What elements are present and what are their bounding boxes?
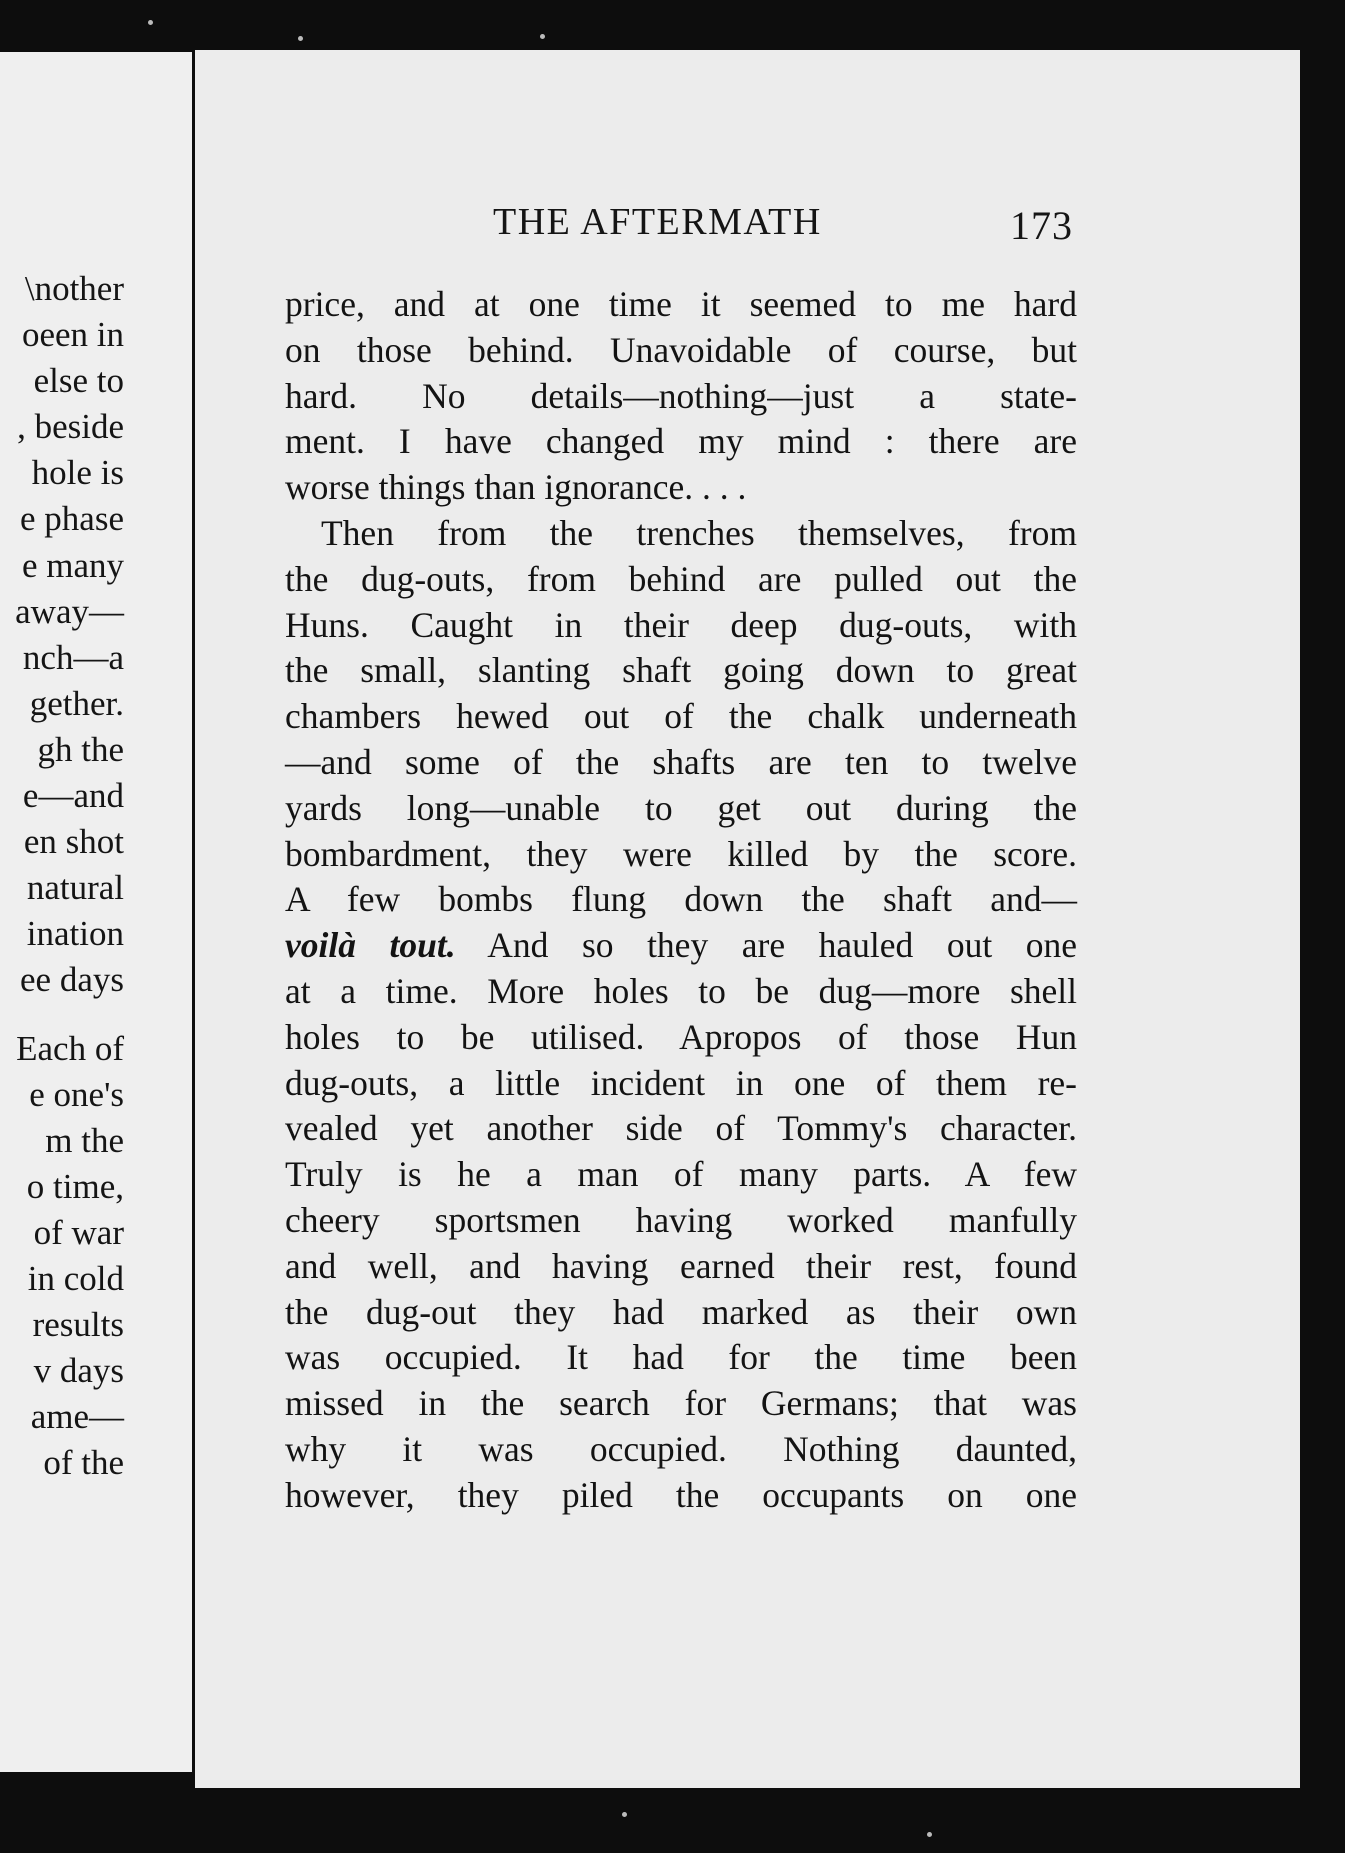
running-head [195,200,1300,250]
dust-speck [298,36,303,41]
body-line: on those behind. Unavoidable of course, but [285,329,1077,370]
body-line: vealed yet another side of Tommy's character. [285,1108,1077,1149]
right-page [195,50,1300,1788]
body-line: the dug-outs, from behind are pulled out the [285,558,1077,599]
left-line: ame— [30,1397,124,1437]
running-title: THE AFTERMATH [493,201,822,243]
left-line: \nother [24,269,124,308]
left-line: ee days [20,960,124,1000]
left-line: in cold [27,1258,124,1298]
left-line: m the [45,1120,124,1160]
left-page-fragment [0,52,192,1772]
body-line-mixed [285,923,1077,969]
left-line: Each of [16,1028,124,1068]
body-line: hard. No details—nothing—just a state- [285,375,1077,416]
left-line: v days [33,1351,124,1391]
left-line: natural [26,868,124,908]
body-line: Truly is he a man of many parts. A few [285,1154,1077,1195]
left-line: of the [43,1443,124,1483]
left-line: gh the [37,729,124,769]
body-line: the dug-out they had marked as their own [285,1291,1077,1332]
body-line: why it was occupied. Nothing daunted, [285,1428,1077,1469]
body-line: however, they piled the occupants on one [285,1474,1077,1515]
body-line: cheery sportsmen having worked manfully [285,1199,1077,1240]
left-line: results [32,1305,124,1345]
left-line: e many [21,545,124,585]
body-line: —and some of the shafts are ten to twelve [285,741,1077,782]
body-line: worse things than ignorance. . . . [285,467,747,508]
body-line: Huns. Caught in their deep dug-outs, with [285,604,1077,645]
left-line: else to [33,361,124,401]
left-line: hole is [31,453,124,493]
dust-speck [148,20,153,25]
body-line: price, and at one time it seemed to me hard [285,284,1077,324]
body-line: the small, slanting shaft going down to great [285,650,1077,691]
body-line-rest: And so they are hauled out one [487,925,1078,966]
left-line: e one's [29,1074,124,1114]
left-line: , beside [17,407,124,447]
body-line: ment. I have changed my mind : there are [285,421,1077,462]
body-line: Then from the trenches themselves, from [321,512,1077,553]
body-text [285,282,1077,1519]
body-line: holes to be utilised. Apropos of those Hun [285,1016,1077,1057]
body-line: at a time. More holes to be dug—more shell [285,970,1077,1011]
body-line: and well, and having earned their rest, found [285,1245,1077,1286]
left-line: o time, [26,1166,124,1206]
left-line: en shot [23,822,124,862]
body-line: was occupied. It had for the time been [285,1337,1077,1378]
left-line: gether. [29,683,124,723]
body-line: missed in the search for Germans; that was [285,1383,1077,1424]
left-line: ination [26,914,124,954]
left-line: e—and [22,776,124,816]
left-page-text-column [15,266,124,1486]
body-line: bombardment, they were killed by the score. [285,833,1077,874]
left-line: nch—a [22,637,124,677]
body-line: A few bombs flung down the shaft and— [285,879,1077,920]
dust-speck [622,1812,627,1817]
left-line: oeen in [21,315,124,355]
left-line: of war [33,1212,124,1252]
body-line: chambers hewed out of the chalk underneath [285,696,1077,737]
left-line: e phase [20,499,124,539]
body-line: yards long—unable to get out during the [285,787,1077,828]
page-number: 173 [1010,203,1073,248]
italic-phrase: voilà tout. [285,925,456,966]
left-line: away— [15,591,124,631]
body-line: dug-outs, a little incident in one of them re- [285,1062,1077,1103]
dust-speck [540,34,545,39]
dust-speck [927,1832,932,1837]
